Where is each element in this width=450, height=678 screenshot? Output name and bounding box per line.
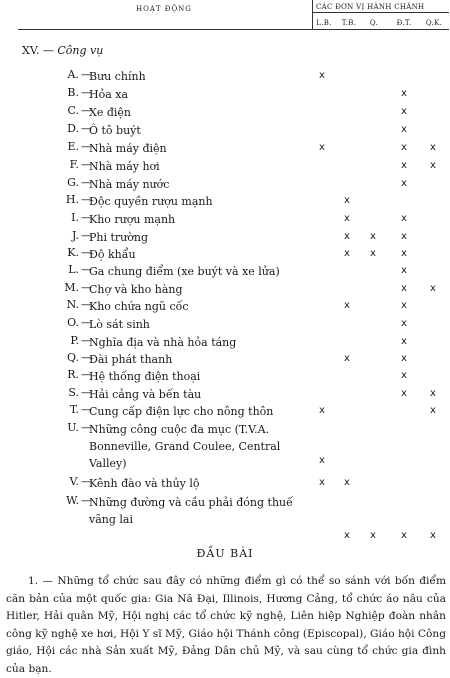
row-dash: — <box>81 140 92 153</box>
row-dash: — <box>81 351 92 364</box>
unit-mark: x <box>430 142 436 153</box>
exercise-title: ĐẦU BÀI <box>196 547 254 560</box>
row-label: Xe điện <box>89 106 131 119</box>
row-dash: — <box>81 421 92 434</box>
unit-mark: x <box>401 336 407 347</box>
unit-mark: x <box>401 248 407 259</box>
row-label: Chợ và kho hàng <box>89 283 183 296</box>
row-letter: I. <box>71 211 79 224</box>
unit-mark: x <box>319 142 325 153</box>
unit-mark: x <box>430 160 436 171</box>
row-letter: O. <box>67 316 79 329</box>
unit-mark: x <box>401 300 407 311</box>
unit-mark: x <box>319 405 325 416</box>
row-label: Nhà máy nước <box>89 178 170 191</box>
unit-mark: x <box>401 370 407 381</box>
row-letter: C. <box>67 104 79 117</box>
units-heading: CÁC ĐƠN VỊ HÀNH CHÁNH <box>316 3 425 11</box>
unit-mark: x <box>401 88 407 99</box>
unit-mark: x <box>401 318 407 329</box>
col-head-dt: Đ.T. <box>396 19 412 27</box>
unit-mark: x <box>430 405 436 416</box>
unit-mark: x <box>344 477 350 488</box>
row-dash: — <box>81 403 92 416</box>
unit-mark: x <box>401 283 407 294</box>
header-rule <box>18 29 449 30</box>
unit-mark: x <box>430 283 436 294</box>
table-row <box>0 494 450 541</box>
row-label: Lò sát sinh <box>89 318 150 331</box>
row-label: Nhà máy hơi <box>89 160 160 173</box>
row-label: Nhà máy điện <box>89 142 167 155</box>
row-letter: M. <box>64 281 79 294</box>
unit-mark: x <box>430 388 436 399</box>
row-letter: H. <box>65 193 79 206</box>
unit-mark: x <box>344 353 350 364</box>
row-dash: — <box>81 263 92 276</box>
row-dash: — <box>81 104 92 117</box>
row-letter: K. <box>67 246 79 259</box>
unit-mark: x <box>401 178 407 189</box>
row-letter: L. <box>68 263 79 276</box>
row-letter: Q. <box>67 351 79 364</box>
unit-mark: x <box>370 530 376 541</box>
row-label: Ga chung điểm (xe buýt và xe lửa) <box>89 265 280 278</box>
row-dash: — <box>81 176 92 189</box>
unit-mark: x <box>319 477 325 488</box>
row-dash: — <box>81 334 92 347</box>
unit-mark: x <box>401 124 407 135</box>
row-label: Độ khẩu <box>89 248 136 261</box>
row-letter: F. <box>69 158 79 171</box>
row-label: Hải cảng và bến tàu <box>89 388 202 401</box>
section-number: XV. <box>22 44 40 57</box>
unit-mark: x <box>401 160 407 171</box>
row-dash: — <box>81 158 92 171</box>
unit-mark: x <box>344 195 350 206</box>
unit-mark: x <box>344 213 350 224</box>
unit-mark: x <box>401 142 407 153</box>
unit-mark: x <box>401 265 407 276</box>
table-row <box>0 421 450 472</box>
row-dash: — <box>81 193 92 206</box>
row-dash: — <box>81 229 92 242</box>
unit-mark: x <box>430 530 436 541</box>
row-letter: U. <box>67 421 79 434</box>
row-label: Kênh đào và thủy lộ <box>89 477 200 490</box>
row-dash: — <box>81 281 92 294</box>
unit-mark: x <box>319 455 325 466</box>
row-label: Hệ thống điện thoại <box>89 370 201 383</box>
row-dash: — <box>81 122 92 135</box>
row-label: Bưu chính <box>89 70 146 83</box>
exercise-paragraph: 1. — Những tổ chức sau đây có những điểm gì có thể so sánh với bốn điểm căn bản của một quốc gia: Gia Nã Đại, Illinois, Hương Cảng, tổ chức áo nâu của Hitler, Hải quân Mỹ, Hội nghị các tổ chức kỹ nghệ, Liên hiệp Nghiệp đoàn nhân công kỹ nghệ xe hơi, Hội Y sĩ Mỹ, Giáo hội Thánh công (Episcopal), Giáo hội Công giáo, Hội các nhà Sản xuất Mỹ, Đảng Dân chủ Mỹ, và sau cùng tổ chức gia đình của bạn. <box>6 575 447 675</box>
row-letter: W. <box>66 494 79 507</box>
unit-mark: x <box>370 248 376 259</box>
unit-mark: x <box>319 70 325 81</box>
row-letter: T. <box>69 403 79 416</box>
row-label: Hỏa xa <box>89 88 129 101</box>
row-letter: E. <box>67 140 79 153</box>
unit-mark: x <box>370 231 376 242</box>
row-label: Nghĩa địa và nhà hỏa táng <box>89 336 237 349</box>
row-label: Đài phát thanh <box>89 353 173 366</box>
row-label: Ô tô buýt <box>89 124 141 137</box>
row-label: Những đường và cầu phải đóng thuế vãng lai <box>89 496 293 526</box>
row-label: Kho chứa ngũ cốc <box>89 300 189 313</box>
row-letter: A. <box>67 68 79 81</box>
row-dash: — <box>81 494 92 507</box>
row-dash: — <box>81 246 92 259</box>
row-letter: P. <box>70 334 79 347</box>
row-dash: — <box>81 368 92 381</box>
units-heading-rule <box>313 12 449 13</box>
unit-mark: x <box>344 231 350 242</box>
unit-mark: x <box>344 248 350 259</box>
row-dash: — <box>81 86 92 99</box>
unit-mark: x <box>401 213 407 224</box>
unit-mark: x <box>401 388 407 399</box>
col-head-lb: L.B. <box>316 19 332 27</box>
row-letter: R. <box>67 368 79 381</box>
row-label: Kho rượu mạnh <box>89 213 176 226</box>
section-heading: XV. — Công vụ <box>22 44 104 57</box>
header-divider-vertical <box>312 0 313 30</box>
unit-mark: x <box>344 300 350 311</box>
unit-mark: x <box>401 106 407 117</box>
row-letter: J. <box>71 229 79 242</box>
row-dash: — <box>81 298 92 311</box>
row-letter: B. <box>67 86 79 99</box>
col-head-tb: T.B. <box>341 19 357 27</box>
row-dash: — <box>81 475 92 488</box>
row-dash: — <box>81 386 92 399</box>
row-letter: D. <box>67 122 79 135</box>
row-letter: G. <box>67 176 79 189</box>
row-letter: V. <box>69 475 79 488</box>
unit-mark: x <box>401 231 407 242</box>
unit-mark: x <box>401 353 407 364</box>
unit-mark: x <box>344 530 350 541</box>
row-label: Những công cuộc đa mục (T.V.A. Bonneville, Grand Coulee, Central Valley) <box>89 423 281 470</box>
section-title: Công vụ <box>57 44 104 57</box>
col-head-q: Q. <box>369 19 379 27</box>
row-dash: — <box>81 316 92 329</box>
row-label: Phi trường <box>89 231 149 244</box>
row-dash: — <box>81 211 92 224</box>
row-letter: S. <box>68 386 79 399</box>
row-label: Cung cấp điện lực cho nông thôn <box>89 405 274 418</box>
row-letter: N. <box>66 298 79 311</box>
unit-mark: x <box>401 530 407 541</box>
row-label: Độc quyền rượu mạnh <box>89 195 213 208</box>
row-dash: — <box>81 68 92 81</box>
activity-column-heading: HOẠT ĐỘNG <box>136 5 192 13</box>
col-head-qk: Q.K. <box>425 19 443 27</box>
